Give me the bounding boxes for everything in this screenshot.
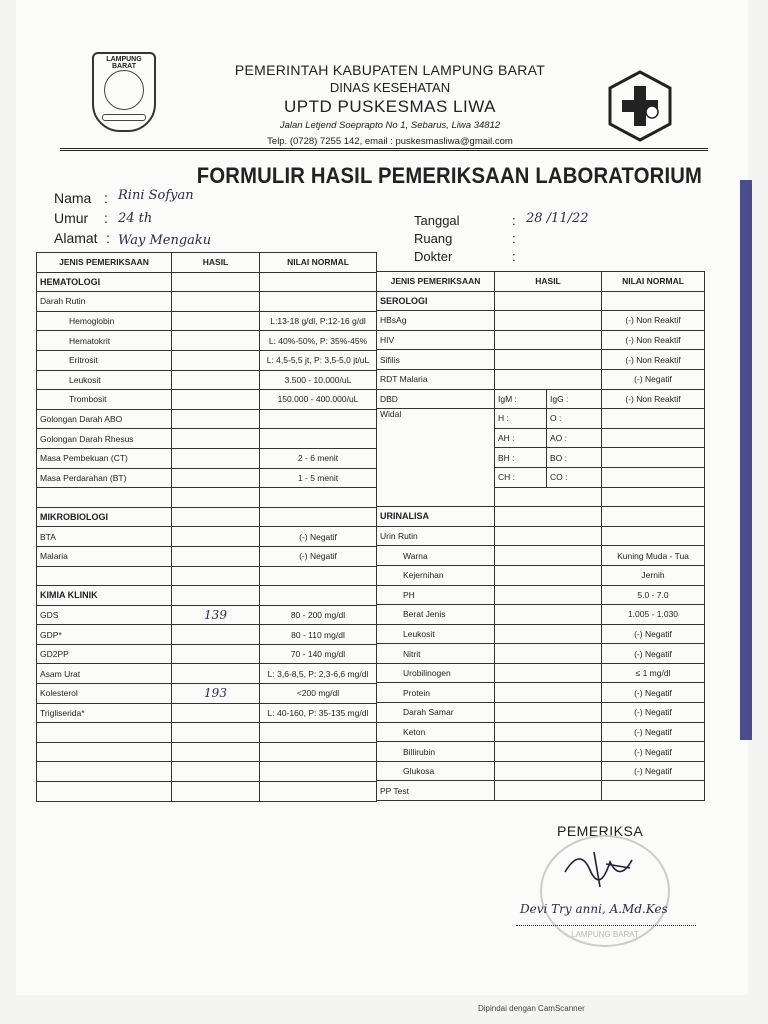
table-row [37, 429, 377, 449]
table-row [37, 644, 377, 664]
exam-result [172, 331, 260, 351]
ruang-colon: : [512, 231, 516, 246]
exam-result [172, 409, 260, 429]
exam-name: Urobilinogen [377, 663, 495, 683]
table-row [37, 272, 377, 292]
emblem-banner [102, 114, 146, 121]
exam-result [172, 703, 260, 723]
header-address: Jalan Letjend Soeprapto No 1, Sebarus, Liwa 34812 [279, 120, 501, 131]
exam-result [172, 625, 260, 645]
exam-normal-range: (-) Negatif [602, 624, 705, 644]
header-contact: Telp. (0728) 7255 142, email : puskesmasliwa@gmail.com [267, 136, 513, 147]
section-label-serologi: SEROLOGI [377, 291, 495, 311]
exam-normal-range: (-) Non Reaktif [602, 330, 705, 350]
table-row [37, 527, 377, 547]
exam-result [495, 350, 602, 370]
table-row [37, 507, 377, 527]
exam-normal-range: (-) Non Reaktif [602, 311, 705, 331]
table-row [37, 350, 377, 370]
exam-name: Asam Urat [37, 664, 172, 684]
exam-name: KIMIA KLINIK [37, 586, 172, 606]
exam-name: Hemoglobin [37, 311, 172, 331]
exam-name: Keton [377, 722, 495, 742]
exam-normal-range [260, 409, 377, 429]
exam-name: GDP* [37, 625, 172, 645]
exam-normal-range: (-) Negatif [602, 644, 705, 664]
exam-result [495, 605, 602, 625]
exam-result [495, 683, 602, 703]
header-institution: UPTD PUSKESMAS LIWA [284, 97, 496, 116]
left-results-table [36, 252, 377, 802]
table-row [377, 781, 705, 801]
alamat-value: Way Mengaku [118, 233, 212, 248]
table-row [377, 761, 705, 781]
table-row [37, 723, 377, 743]
exam-normal-range: 150.000 - 400.000/uL [260, 390, 377, 410]
table-row [377, 663, 705, 683]
exam-name [37, 782, 172, 802]
igm-result: IgM : [495, 389, 547, 409]
widal-o-result: O : [547, 409, 602, 429]
dokter-colon: : [512, 249, 516, 264]
exam-result [172, 370, 260, 390]
exam-result [172, 664, 260, 684]
exam-normal-range [260, 742, 377, 762]
exam-name: Masa Perdarahan (BT) [37, 468, 172, 488]
exam-name: Warna [377, 546, 495, 566]
examiner-title: PEMERIKSA [557, 823, 644, 839]
exam-normal-range: (-) Negatif [602, 683, 705, 703]
column-header-nilai-normal: NILAI NORMAL [602, 272, 705, 292]
table-row [377, 350, 705, 370]
exam-name: Glukosa [377, 761, 495, 781]
exam-result [495, 761, 602, 781]
exam-normal-range: (-) Negatif [602, 703, 705, 723]
urin-rutin-label: Urin Rutin [377, 526, 495, 546]
exam-name [37, 723, 172, 743]
widal-o-result: CO : [547, 467, 602, 487]
table-row [377, 703, 705, 723]
nama-value: Rini Sofyan [118, 188, 194, 203]
table-row [37, 448, 377, 468]
exam-result [495, 781, 602, 801]
exam-result [495, 546, 602, 566]
exam-normal-range: L: 40-160, P: 35-135 mg/dl [260, 703, 377, 723]
ruang-label: Ruang [414, 231, 453, 246]
exam-name: Kejernihan [377, 565, 495, 585]
exam-normal-range [602, 526, 705, 546]
table-row [377, 330, 705, 350]
exam-normal-range [260, 782, 377, 802]
exam-result [495, 663, 602, 683]
table-row [37, 664, 377, 684]
exam-result [495, 487, 602, 507]
dokter-label: Dokter [414, 249, 453, 264]
puskesmas-logo-icon [608, 70, 672, 142]
exam-normal-range: (-) Negatif [602, 369, 705, 389]
exam-result [172, 292, 260, 312]
exam-normal-range: ≤ 1 mg/dl [602, 663, 705, 683]
column-header-hasil: HASIL [495, 272, 602, 292]
signature-scribble-icon [560, 842, 640, 892]
table-row [377, 526, 705, 546]
exam-name: Leukosit [377, 624, 495, 644]
exam-name: Darah Rutin [37, 292, 172, 312]
exam-normal-range [260, 723, 377, 743]
exam-name: GD2PP [37, 644, 172, 664]
table-row [37, 468, 377, 488]
exam-normal-range [260, 507, 377, 527]
exam-result [172, 390, 260, 410]
exam-name: HBsAg [377, 311, 495, 331]
widal-o-result: AO : [547, 428, 602, 448]
exam-normal-range [260, 762, 377, 782]
exam-result [172, 272, 260, 292]
table-row [37, 370, 377, 390]
table-row [377, 507, 705, 527]
exam-normal-range [602, 448, 705, 468]
exam-result [495, 742, 602, 762]
exam-result [172, 311, 260, 331]
form-title: FORMULIR HASIL PEMERIKSAAN LABORATORIUM [196, 163, 703, 188]
exam-normal-range [260, 566, 377, 586]
exam-normal-range: (-) Negatif [602, 742, 705, 762]
umur-value: 24 th [118, 211, 153, 226]
exam-result [172, 546, 260, 566]
exam-result [495, 311, 602, 331]
widal-h-result: AH : [495, 428, 547, 448]
table-row [37, 625, 377, 645]
table-row [377, 409, 705, 429]
table-row [377, 742, 705, 762]
table-row [377, 565, 705, 585]
exam-result [172, 527, 260, 547]
exam-normal-range: (-) Negatif [602, 761, 705, 781]
exam-result: 139 [172, 605, 260, 625]
logo-text: LAMPUNG BARAT [106, 56, 142, 70]
table-row [37, 311, 377, 331]
exam-normal-range: 1.005 - 1.030 [602, 605, 705, 625]
scan-edge [740, 180, 752, 740]
exam-name: Golongan Darah ABO [37, 409, 172, 429]
exam-normal-range: (-) Non Reaktif [602, 350, 705, 370]
exam-result [172, 468, 260, 488]
table-row [377, 311, 705, 331]
exam-name: DBD [377, 389, 495, 409]
exam-normal-range: 2 - 6 menit [260, 448, 377, 468]
section-label-urinalisa: URINALISA [377, 507, 495, 527]
scanner-footer: Dipindai dengan CamScanner [478, 1004, 585, 1013]
table-row [377, 722, 705, 742]
table-row [37, 566, 377, 586]
exam-result [172, 566, 260, 586]
header-government: PEMERINTAH KABUPATEN LAMPUNG BARAT [234, 62, 546, 78]
exam-normal-range [260, 586, 377, 606]
table-row [37, 782, 377, 802]
exam-name: GDS [37, 605, 172, 625]
exam-normal-range: (-) Non Reaktif [602, 389, 705, 409]
exam-name: Widal [377, 409, 495, 507]
exam-result [495, 507, 602, 527]
exam-result: 193 [172, 684, 260, 704]
exam-name [37, 742, 172, 762]
table-row [37, 742, 377, 762]
exam-normal-range: 80 - 110 mg/dl [260, 625, 377, 645]
table-row [377, 546, 705, 566]
exam-name: BTA [37, 527, 172, 547]
exam-result [495, 585, 602, 605]
nama-colon: : [104, 190, 108, 206]
exam-name: Hematokrit [37, 331, 172, 351]
examiner-name: Devi Try anni, A.Md.Kes [520, 902, 668, 916]
exam-normal-range: <200 mg/dl [260, 684, 377, 704]
pp-test-label: PP Test [377, 781, 495, 801]
alamat-colon: : [106, 230, 110, 246]
exam-normal-range: 70 - 140 mg/dl [260, 644, 377, 664]
exam-result [495, 722, 602, 742]
table-row [37, 605, 377, 625]
lampung-barat-logo [92, 52, 156, 132]
exam-name: Sifilis [377, 350, 495, 370]
table-row [377, 644, 705, 664]
column-header-jenis: JENIS PEMERIKSAAN [377, 272, 495, 292]
exam-name: Berat Jenis [377, 605, 495, 625]
widal-o-result: BO : [547, 448, 602, 468]
exam-normal-range: L: 3,6-8,5, P: 2,3-6,6 mg/dl [260, 664, 377, 684]
widal-h-result: CH : [495, 467, 547, 487]
table-row [37, 703, 377, 723]
table-row [37, 488, 377, 508]
exam-normal-range: 5.0 - 7.0 [602, 585, 705, 605]
exam-normal-range: L: 4,5-5,5 jt, P: 3,5-5,0 jt/uL [260, 350, 377, 370]
exam-name: HEMATOLOGI [37, 272, 172, 292]
table-row [37, 292, 377, 312]
exam-name: PH [377, 585, 495, 605]
exam-name: Billirubin [377, 742, 495, 762]
exam-result [172, 586, 260, 606]
exam-result [172, 429, 260, 449]
table-row [377, 291, 705, 311]
header-department: DINAS KESEHATAN [329, 80, 451, 95]
table-row [377, 624, 705, 644]
exam-result [172, 762, 260, 782]
exam-result [495, 291, 602, 311]
exam-name: Darah Samar [377, 703, 495, 723]
exam-name: Golongan Darah Rhesus [37, 429, 172, 449]
exam-normal-range [602, 507, 705, 527]
stamp-text: LAMPUNG BARAT [571, 930, 639, 939]
table-row [377, 605, 705, 625]
exam-normal-range: Jernih [602, 565, 705, 585]
exam-name [37, 566, 172, 586]
exam-normal-range [602, 409, 705, 429]
exam-normal-range: 80 - 200 mg/dl [260, 605, 377, 625]
exam-normal-range [260, 488, 377, 508]
exam-normal-range [602, 487, 705, 507]
exam-normal-range: L: 40%-50%, P: 35%-45% [260, 331, 377, 351]
exam-result [495, 330, 602, 350]
column-header-jenis: JENIS PEMERIKSAAN [37, 253, 172, 273]
exam-normal-range [602, 428, 705, 448]
exam-name: Kolesterol [37, 684, 172, 704]
column-header-hasil: HASIL [172, 253, 260, 273]
exam-name: MIKROBIOLOGI [37, 507, 172, 527]
tanggal-value: 28 /11/22 [526, 211, 589, 226]
table-row [37, 331, 377, 351]
exam-name: HIV [377, 330, 495, 350]
exam-normal-range: (-) Negatif [260, 546, 377, 566]
exam-result [172, 723, 260, 743]
table-row [37, 390, 377, 410]
table-row [377, 585, 705, 605]
header-rule [60, 148, 708, 151]
exam-name: Leukosit [37, 370, 172, 390]
column-header-nilai-normal: NILAI NORMAL [260, 253, 377, 273]
exam-normal-range [602, 781, 705, 801]
exam-result [495, 565, 602, 585]
exam-name: Nitrit [377, 644, 495, 664]
exam-normal-range: Kuning Muda - Tua [602, 546, 705, 566]
table-row [377, 683, 705, 703]
umur-colon: : [104, 210, 108, 226]
exam-result [495, 624, 602, 644]
exam-result [495, 369, 602, 389]
exam-name: RDT Malaria [377, 369, 495, 389]
right-results-table [376, 271, 705, 801]
exam-normal-range [602, 291, 705, 311]
exam-normal-range [602, 467, 705, 487]
exam-name: Protein [377, 683, 495, 703]
exam-name: Trigliserida* [37, 703, 172, 723]
exam-name: Trombosit [37, 390, 172, 410]
exam-normal-range [260, 292, 377, 312]
widal-h-result: H : [495, 409, 547, 429]
table-row [37, 762, 377, 782]
exam-result [172, 448, 260, 468]
exam-normal-range: 1 - 5 menit [260, 468, 377, 488]
exam-name [37, 762, 172, 782]
exam-normal-range: (-) Negatif [602, 722, 705, 742]
widal-h-result: BH : [495, 448, 547, 468]
exam-result [172, 507, 260, 527]
exam-result [172, 644, 260, 664]
exam-normal-range [260, 272, 377, 292]
exam-normal-range: 3.500 - 10.000/uL [260, 370, 377, 390]
table-row [377, 389, 705, 409]
table-row [377, 369, 705, 389]
umur-label: Umur [54, 210, 89, 226]
nama-label: Nama [54, 190, 92, 206]
exam-result [172, 350, 260, 370]
table-row [37, 409, 377, 429]
exam-result [495, 526, 602, 546]
exam-name: Malaria [37, 546, 172, 566]
exam-normal-range: (-) Negatif [260, 527, 377, 547]
exam-normal-range [260, 429, 377, 449]
exam-result [495, 703, 602, 723]
alamat-label: Alamat [54, 230, 98, 246]
table-row [37, 586, 377, 606]
tanggal-colon: : [512, 213, 516, 228]
exam-result [172, 782, 260, 802]
exam-name: Eritrosit [37, 350, 172, 370]
exam-name [37, 488, 172, 508]
exam-normal-range: L:13-18 g/dl, P:12-16 g/dl [260, 311, 377, 331]
exam-result [172, 488, 260, 508]
exam-name: Masa Pembekuan (CT) [37, 448, 172, 468]
emblem-icon [104, 70, 144, 110]
table-row [37, 546, 377, 566]
table-row [37, 684, 377, 704]
igg-result: IgG : [547, 389, 602, 409]
exam-result [495, 644, 602, 664]
exam-result [172, 742, 260, 762]
signature-line [516, 925, 696, 926]
tanggal-label: Tanggal [414, 213, 460, 228]
